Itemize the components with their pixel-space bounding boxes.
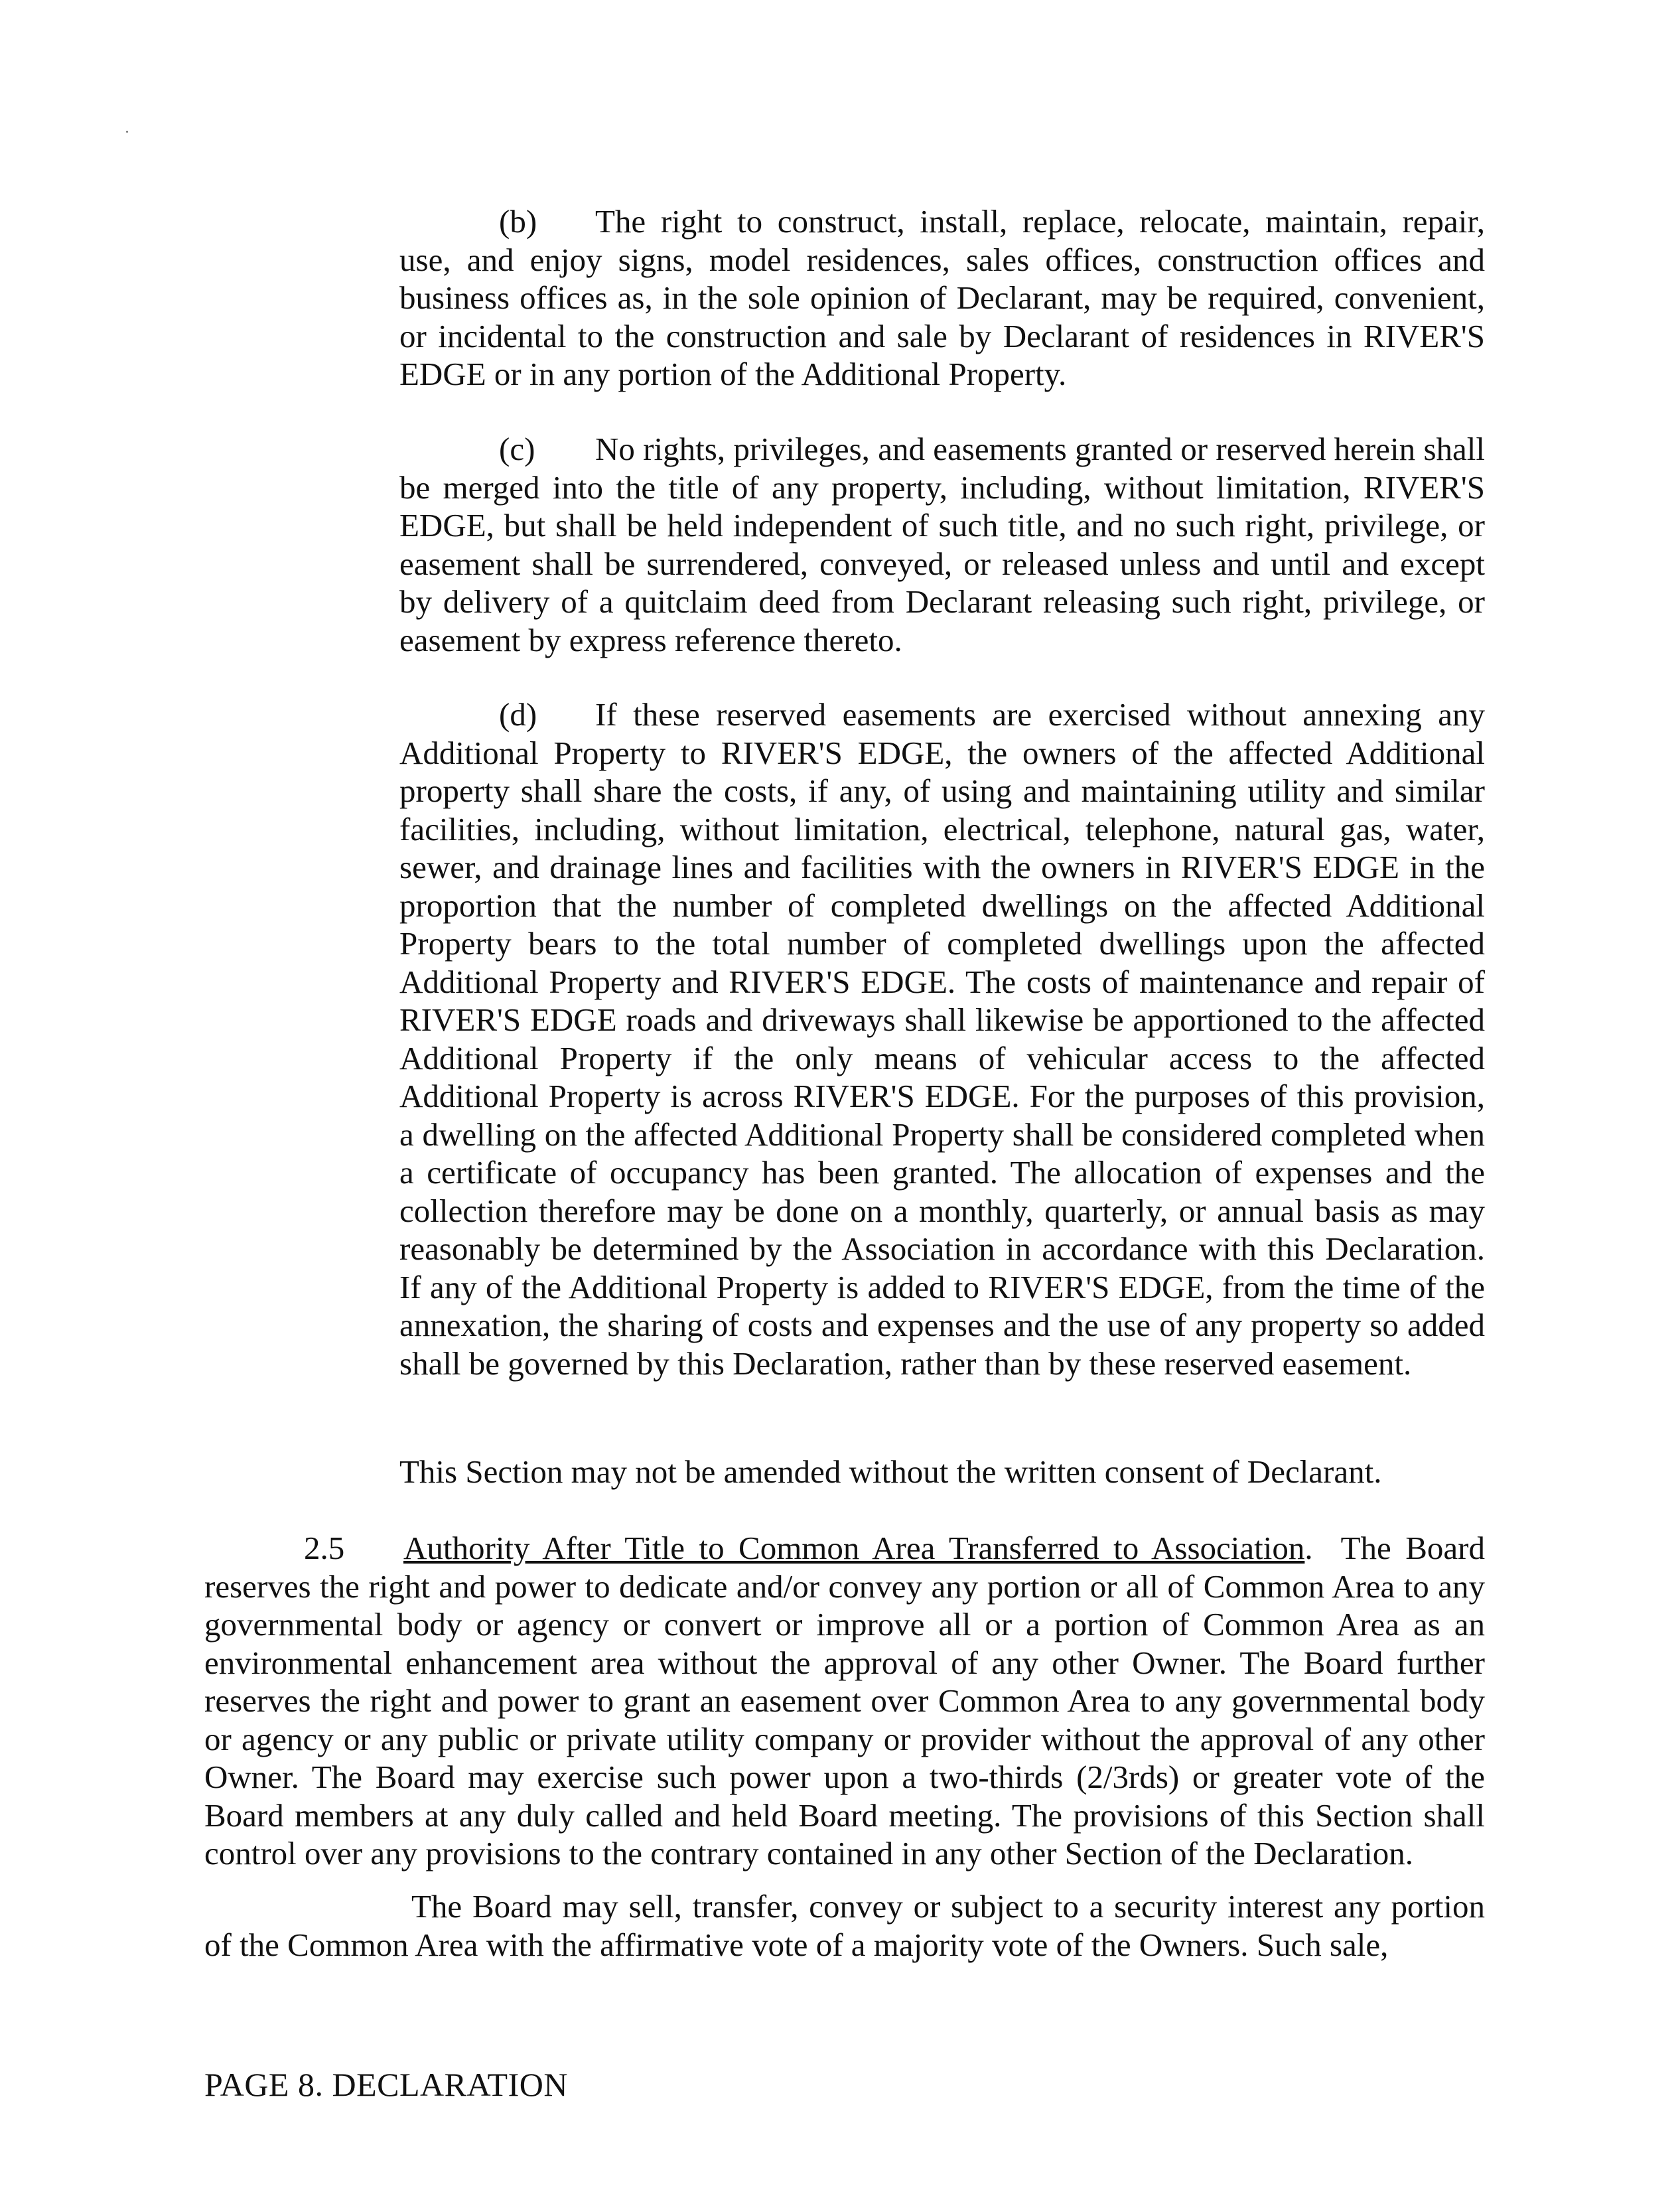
section-2-5-text: The Board reserves the right and power to dedicate and/or convey any portion or all of Common Area to any governmental body or agency or convert or improve all or a portion of Common Area as an environmental enhancement area without the approval of any other Owner. The Board further reserves the right and power to grant an easement over Common Area to any governmental body or agency or any public or private utility company or provider without the approval of any other Owner. The Board may exercise such power upon a two-thirds (2/3rds) or greater vote of the Board members at any duly called and held Board meeting. The provisions of this Section shall control over any provisions to the contrary contained in any other Section of the Declaration. bbox=[204, 1530, 1485, 1871]
amendment-clause: This Section may not be amended without the written consent of Declarant. bbox=[399, 1453, 1382, 1490]
paragraph-c-marker: (c) bbox=[499, 431, 535, 467]
section-2-5-heading-end: . bbox=[1304, 1530, 1313, 1566]
paragraph-b-marker: (b) bbox=[499, 203, 537, 240]
board-sale-paragraph: The Board may sell, transfer, convey or subject to a security interest any portion of the Common Area with the affirmative vote of a majority vote of the Owners. Such sale, bbox=[204, 1888, 1485, 1963]
section-2-5 bbox=[204, 1529, 1485, 1873]
paragraph-d-marker: (d) bbox=[499, 696, 537, 733]
scan-speck bbox=[126, 131, 128, 133]
paragraph-c-text: No rights, privileges, and easements granted or reserved herein shall be merged into the title of any property, including, without limitation, RIVER'S EDGE, but shall be held independent of such title, and no such right, privilege, or easement shall be surrendered, conveyed, or released unless and until and except by delivery of a quitclaim deed from Declarant releasing such right, privilege, or easement by express reference thereto. bbox=[399, 431, 1485, 658]
page-footer: PAGE 8. DECLARATION bbox=[204, 2066, 568, 2103]
paragraph-b-text: The right to construct, install, replace, relocate, maintain, repair, use, and enjoy signs, model residences, sales offices, construction offices and business offices as, in the sole opinion of Declarant, may be required, convenient, or incidental to the construction and sale by Declarant of residences in RIVER'S EDGE or in any portion of the Additional Property. bbox=[399, 203, 1485, 392]
section-2-5-heading: Authority After Title to Common Area Transferred to Association bbox=[403, 1530, 1305, 1566]
paragraph-d bbox=[399, 696, 1485, 1382]
paragraph-b bbox=[399, 202, 1485, 394]
paragraph-d-text: If these reserved easements are exercised without annexing any Additional Property to RIVER'S EDGE, the owners of the affected Additional property shall share the costs, if any, of using and maintaining utility and similar facilities, including, without limitation, electrical, telephone, natural gas, water, sewer, and drainage lines and facilities with the owners in RIVER'S EDGE in the proportion that the number of completed dwellings on the affected Additional Property bears to the total number of completed dwellings upon the affected Additional Property and RIVER'S EDGE. The costs of maintenance and repair of RIVER'S EDGE roads and driveways shall likewise be apportioned to the affected Additional Property if the only means of vehicular access to the affected Additional Property is across RIVER'S EDGE. For the purposes of this provision, a dwelling on the affected Additional Property shall be considered completed when a certificate of occupancy has been granted. The allocation of expenses and the collection therefore may be done on a monthly, quarterly, or annual basis as may reasonably be determined by the Association in accordance with this Declaration. If any of the Additional Property is added to RIVER'S EDGE, from the time of the annexation, the sharing of costs and expenses and the use of any property so added shall be governed by this Declaration, rather than by these reserved easement. bbox=[399, 696, 1485, 1382]
section-2-5-number: 2.5 bbox=[304, 1530, 345, 1566]
paragraph-c bbox=[399, 430, 1485, 659]
